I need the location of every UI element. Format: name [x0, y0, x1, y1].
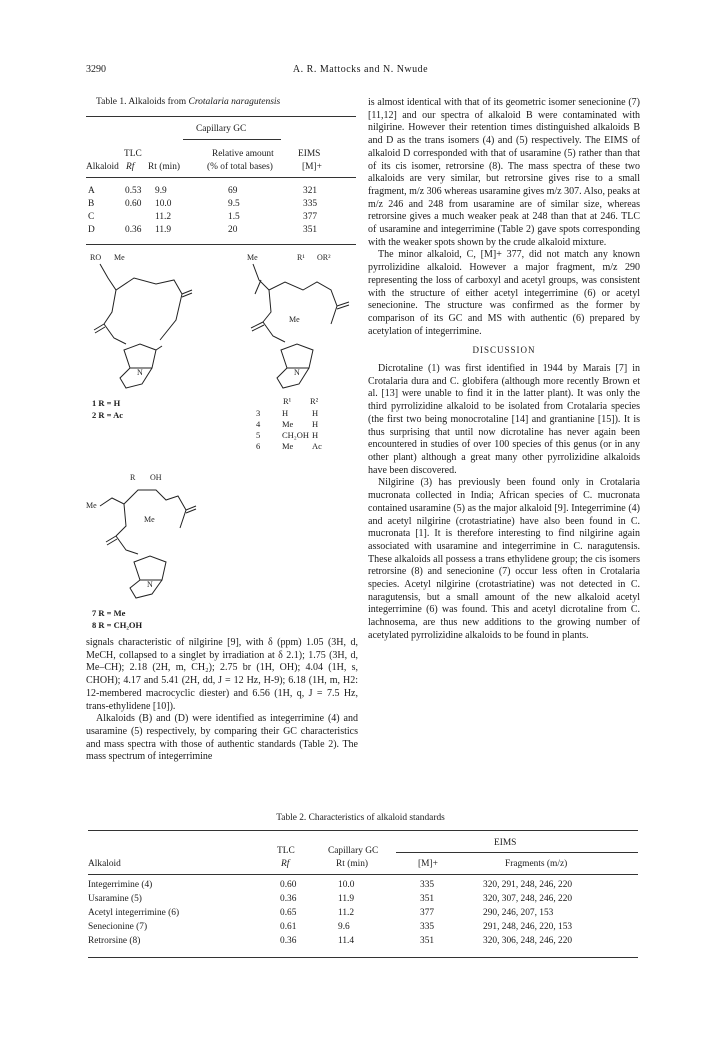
- table2-cell-alk: Usaramine (5): [88, 894, 142, 904]
- right-column: [368, 97, 640, 643]
- table2-h-m: [M]+: [418, 859, 438, 869]
- s7-oh: OH: [150, 473, 162, 482]
- table1-col-eims2: [M]+: [302, 162, 322, 172]
- table1-cell-rf: 0.53: [125, 186, 142, 196]
- table2-cell-frag: 290, 246, 207, 153: [483, 908, 554, 918]
- table2-cell-rf: 0.60: [280, 880, 297, 890]
- table2-cell-alk: Senecionine (7): [88, 922, 148, 932]
- table2-h-rf: Rf: [281, 859, 290, 869]
- table2-bottom-rule: [88, 957, 638, 958]
- table1-cell-alk: A: [88, 186, 95, 196]
- table1-cell-rf: 0.36: [125, 225, 142, 235]
- table2-cell-alk: Integerrimine (4): [88, 880, 153, 890]
- table1-title: Table 1. Alkaloids from Crotalaria naragutensis: [96, 97, 281, 107]
- table2-title: Table 2. Characteristics of alkaloid standards: [276, 813, 445, 823]
- s3-row-r1: CH₂OH: [282, 430, 310, 440]
- right-para-1: is almost identical with that of its geometric isomer senecionine (7) [11,12] and our spectra of alkaloid B were contaminated with nilgirine. However their retention times distinguished alkaloids B and D as the trans isomers (4) and (5) respectively. The EIMS of alkaloid D corresponded with that of usaramine (5) rather than that of its cis isomer, retrorsine (8). The mass spectra of these two alkaloids are very similar, but retrorsine gives rise to a small fragment, m/z 306 whereas usaramine gives m/z 307. Also, peaks at m/z 246 and 248 from usaramine are of similar size, whereas retrorsine gives a much weaker peak at 248 than that at 246. TLC of usaramine and integerrimine (Table 2) gave spots corresponding with the weaker spots shown by the crude alkaloid mixture.: [368, 97, 640, 248]
- table2-cell-rf: 0.36: [280, 936, 297, 946]
- s3-row-r2: Ac: [312, 441, 322, 451]
- table2-cell-frag: 291, 248, 246, 220, 153: [483, 922, 573, 932]
- table2-cell-m: 351: [420, 894, 435, 904]
- s3-or2: OR²: [317, 253, 331, 262]
- left-para-2: Alkaloids (B) and (D) were identified as integerrimine (4) and usaramine (5) respectively, by comparing their GC characteristics and mass spectra with those of authentic standards (Table 2). The mass spectrum of integerrimine: [86, 713, 358, 763]
- table2-cell-rf: 0.65: [280, 908, 297, 918]
- table1-cell-alk: C: [88, 212, 95, 222]
- table1-cell-m: 335: [303, 199, 318, 209]
- right-para-2: The minor alkaloid, C, [M]+ 377, did not match any known pyrrolizidine alkaloid. However a major fragment, m/z 290 representing the loss of carboxyl and acetyl groups, was consistent with the structure of either acetyl integerrimine (6) or acetyl senecionine. The structure was confirmed as the former by comparison of its GC and MS with authentic (6) prepared by acetylation of integerrimine.: [368, 249, 640, 337]
- s3-head-r1: R¹: [283, 396, 292, 406]
- s7-n: N: [147, 580, 153, 589]
- table1-cell-rt: 9.9: [155, 186, 167, 196]
- s3-me: Me: [247, 253, 258, 262]
- table1-cell-rel: 1.5: [228, 212, 240, 222]
- structure-7-8: [86, 470, 216, 600]
- table1-group-rule: [183, 139, 281, 140]
- table2-cell-frag: 320, 306, 248, 246, 220: [483, 936, 573, 946]
- table2-h-frag: Fragments (m/z): [505, 859, 568, 869]
- table1-col-rel1: Relative amount: [212, 149, 274, 159]
- s7-legend-2: 8 R = CH₂OH: [92, 620, 143, 630]
- s1-ro: RO: [90, 253, 102, 262]
- table2-h-tlc: TLC: [277, 846, 295, 856]
- table2-cell-m: 377: [420, 908, 435, 918]
- table1-top-rule: [86, 116, 356, 117]
- s3-row-r2: H: [312, 408, 319, 418]
- table2-cell-frag: 320, 307, 248, 246, 220: [483, 894, 573, 904]
- table2-cell-rt: 11.9: [338, 894, 355, 904]
- s3-head-r2: R²: [310, 396, 319, 406]
- table1-col-tlc: TLC: [124, 149, 142, 159]
- discussion-heading: DISCUSSION: [472, 345, 536, 356]
- table2-cell-rt: 9.6: [338, 922, 350, 932]
- table2-cell-rf: 0.36: [280, 894, 297, 904]
- s1-legend-2: 2 R = Ac: [92, 410, 124, 420]
- table2-cell-m: 335: [420, 922, 435, 932]
- s3-row-num: 4: [256, 419, 261, 429]
- table1-cell-rel: 69: [228, 186, 238, 196]
- table2-h-eims: EIMS: [494, 838, 517, 848]
- s7-me2: Me: [144, 515, 155, 524]
- s3-row-r2: H: [312, 419, 319, 429]
- s3-r1: R¹: [297, 253, 305, 262]
- table1-cell-m: 321: [303, 186, 318, 196]
- table1-bottom-rule: [86, 244, 356, 245]
- table2-h-alk: Alkaloid: [88, 859, 121, 869]
- left-para-1: signals characteristic of nilgirine [9], with δ (ppm) 1.05 (3H, d, MeCH, collapsed to a singlet by irradiation at δ 2.1); 1.75 (3H, d, Me–CH); 2.18 (2H, m, CH₂); 2.75 br (1H, OH); 4.04 (1H, s, CHOH); 4.17 and 5.41 (2H, dd, J = 12 Hz, H-9); 6.18 (1H, m, H2: 12-membered macrocyclic diester) and 6.56 (1H, q, J = 7.5 Hz, trans-ethylidene [10]).: [86, 637, 358, 712]
- table2-cell-rt: 10.0: [338, 880, 355, 890]
- table2-cell-rt: 11.4: [338, 936, 355, 946]
- s3-row-r1: Me: [282, 419, 294, 429]
- table1-cell-rel: 20: [228, 225, 238, 235]
- table2-cell-rt: 11.2: [338, 908, 355, 918]
- table1-cell-m: 351: [303, 225, 318, 235]
- table2-cell-rf: 0.61: [280, 922, 297, 932]
- s3-me2: Me: [289, 315, 300, 324]
- table1-cell-alk: D: [88, 225, 95, 235]
- left-column: [86, 637, 358, 764]
- s7-legend-1: 7 R = Me: [92, 608, 126, 618]
- table1-cell-rt: 11.9: [155, 225, 172, 235]
- s1-n: N: [137, 368, 143, 377]
- s3-row-num: 5: [256, 430, 261, 440]
- table1-col-rt: Rt (min): [148, 162, 181, 172]
- running-header: A. R. Mattocks and N. Nwude: [292, 64, 429, 75]
- table1-cell-rt: 10.0: [155, 199, 172, 209]
- table2-cell-frag: 320, 291, 248, 246, 220: [483, 880, 573, 890]
- structure-1-2: [86, 250, 216, 390]
- table1-cell-alk: B: [88, 199, 95, 209]
- s3-row-num: 6: [256, 441, 261, 451]
- table1-col-eims1: EIMS: [298, 149, 321, 159]
- table2-eims-rule: [396, 852, 638, 853]
- table1-col-rel2: (% of total bases): [207, 162, 273, 172]
- structure-3-6: [245, 250, 365, 390]
- s3-row-r1: Me: [282, 441, 294, 451]
- table1-header-rule: [86, 177, 356, 178]
- table1-cell-rt: 11.2: [155, 212, 172, 222]
- table1-cell-rf: 0.60: [125, 199, 142, 209]
- table2-h-gc: Capillary GC: [328, 846, 379, 856]
- table1-col-rf: Rf: [126, 162, 135, 172]
- s3-row-r1: H: [282, 408, 289, 418]
- s7-me: Me: [86, 501, 97, 510]
- s1-me: Me: [114, 253, 125, 262]
- table1-group-header: Capillary GC: [196, 124, 247, 134]
- table1-col-alkaloid: Alkaloid: [86, 162, 119, 172]
- right-para-3: Dicrotaline (1) was first identified in 1944 by Marais [7] in Crotalaria dura and C. globifera (although more recently Brown et al. [13] were unable to find it in the latter plant). It was only the third pyrrolizidine alkaloid to be isolated from Crotalaria species (the first two being monocrotaline [14] and grantianine [15]). It is thus surprising that until now dicrotaline has never again been encountered in studies of over 100 species of this genus (or in any other plant) although a great many other pyrrolizidine alkaloids have been discovered.: [368, 363, 640, 476]
- table2-header-rule: [88, 874, 638, 875]
- table2-cell-m: 335: [420, 880, 435, 890]
- right-para-4: Nilgirine (3) has previously been found only in Crotalaria mucronata collected in India; African species of C. mucronata contained usaramine (5) as the major alkaloid [9]. Integerrimine (4) and acetyl nilgirine (crotastriatine) have also been found in C. mucronata [1]. It is therefore interesting to find nilgirine again associated with usaramine and integerrimine in C. naragutensis. These alkaloids all possess a trans ethylidene group; the cis isomers retrorsine (8) and senecionine (7) occur less often in Crotalaria species. Acetyl nilgirine (crotastriatine) was not detected in C. naragutensis, but a small amount of the new alkaloid acetyl integerrimine (6) was found. This and acetyl dicrotaline from C. lachnosema, are thus new additions to the growing number of acetylated pyrrolizidine alkaloids to be found in plants.: [368, 477, 640, 641]
- s1-legend-1: 1 R = H: [92, 398, 121, 408]
- s7-r: R: [130, 473, 136, 482]
- table1-cell-m: 377: [303, 212, 318, 222]
- table2-cell-m: 351: [420, 936, 435, 946]
- table2-cell-alk: Retrorsine (8): [88, 936, 141, 946]
- s3-row-r2: H: [312, 430, 319, 440]
- table1-cell-rel: 9.5: [228, 199, 240, 209]
- table2-top-rule: [88, 830, 638, 831]
- page-number: 3290: [86, 64, 106, 75]
- s3-row-num: 3: [256, 408, 261, 418]
- table2-cell-alk: Acetyl integerrimine (6): [88, 908, 180, 918]
- table2-h-rt: Rt (min): [336, 859, 369, 869]
- s3-n: N: [294, 368, 300, 377]
